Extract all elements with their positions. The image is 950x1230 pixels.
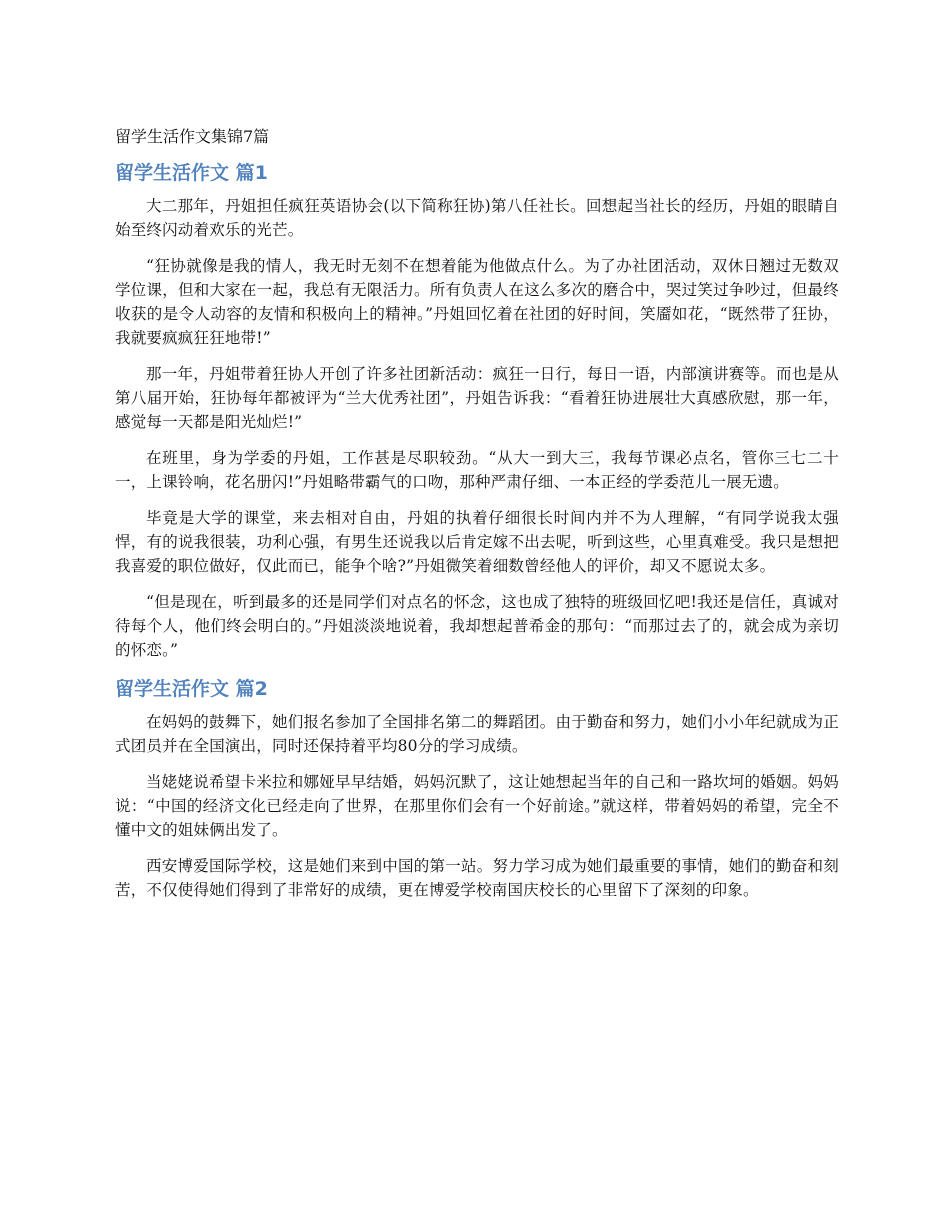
section-heading-1: 留学生活作文 篇1 <box>115 162 268 184</box>
paragraph: 在班里，身为学委的丹姐，工作甚是尽职较劲。“从大一到大三，我每节课必点名，管你三七二十一，上课铃响，花名册闪!”丹姐略带霸气的口吻，那种严肃仔细、一本正经的学委范儿一展无遗。 <box>115 449 839 491</box>
essay-section-2 <box>115 676 839 902</box>
paragraph: 毕竟是大学的课堂，来去相对自由，丹姐的执着仔细很长时间内并不为人理解，“有同学说我太强悍，有的说我很装，功利心强，有男生还说我以后肯定嫁不出去呢，听到这些，心里真难受。我只是想把我喜爱的职位做好，仅此而已，能争个啥?”丹姐微笑着细数曾经他人的评价，却又不愿说太多。 <box>115 509 839 575</box>
paragraph: 那一年，丹姐带着狂协人开创了许多社团新活动：疯狂一日行，每日一语，内部演讲赛等。而也是从第八届开始，狂协每年都被评为“兰大优秀社团”，丹姐告诉我：“看着狂协进展壮大真感欣慰，那一年，感觉每一天都是阳光灿烂!” <box>115 365 839 431</box>
essay-section-1 <box>115 160 839 662</box>
paragraph: “狂协就像是我的情人，我无时无刻不在想着能为他做点什么。为了办社团活动，双休日翘过无数双学位课，但和大家在一起，我总有无限活力。所有负责人在这么多次的磨合中，哭过笑过争吵过，但最终收获的是令人动容的友情和积极向上的精神。”丹姐回忆着在社团的好时间，笑靥如花，“既然带了狂协，我就要疯疯狂狂地带!” <box>115 257 839 347</box>
paragraph: “但是现在，听到最多的还是同学们对点名的怀念，这也成了独特的班级回忆吧!我还是信任，真诚对待每个人，他们终会明白的。”丹姐淡淡地说着，我却想起普希金的那句：“而那过去了的，就会成为亲切的怀恋。” <box>115 593 839 659</box>
section-heading-2: 留学生活作文 篇2 <box>115 678 268 700</box>
paragraph: 西安博爱国际学校，这是她们来到中国的第一站。努力学习成为她们最重要的事情，她们的勤奋和刻苦，不仅使得她们得到了非常好的成绩，更在博爱学校南国庆校长的心里留下了深刻的印象。 <box>115 857 839 899</box>
paragraph: 大二那年，丹姐担任疯狂英语协会(以下简称狂协)第八任社长。回想起当社长的经历，丹姐的眼睛自始至终闪动着欢乐的光芒。 <box>115 197 839 239</box>
document-page <box>115 124 839 914</box>
paragraph: 当姥姥说希望卡米拉和娜娅早早结婚，妈妈沉默了，这让她想起当年的自己和一路坎坷的婚姻。妈妈说：“中国的经济文化已经走向了世界，在那里你们会有一个好前途。”就这样，带着妈妈的希望，完全不懂中文的姐妹俩出发了。 <box>115 773 839 839</box>
paragraph: 在妈妈的鼓舞下，她们报名参加了全国排名第二的舞蹈团。由于勤奋和努力，她们小小年纪就成为正式团员并在全国演出，同时还保持着平均80分的学习成绩。 <box>115 713 839 755</box>
document-title: 留学生活作文集锦7篇 <box>115 127 270 146</box>
